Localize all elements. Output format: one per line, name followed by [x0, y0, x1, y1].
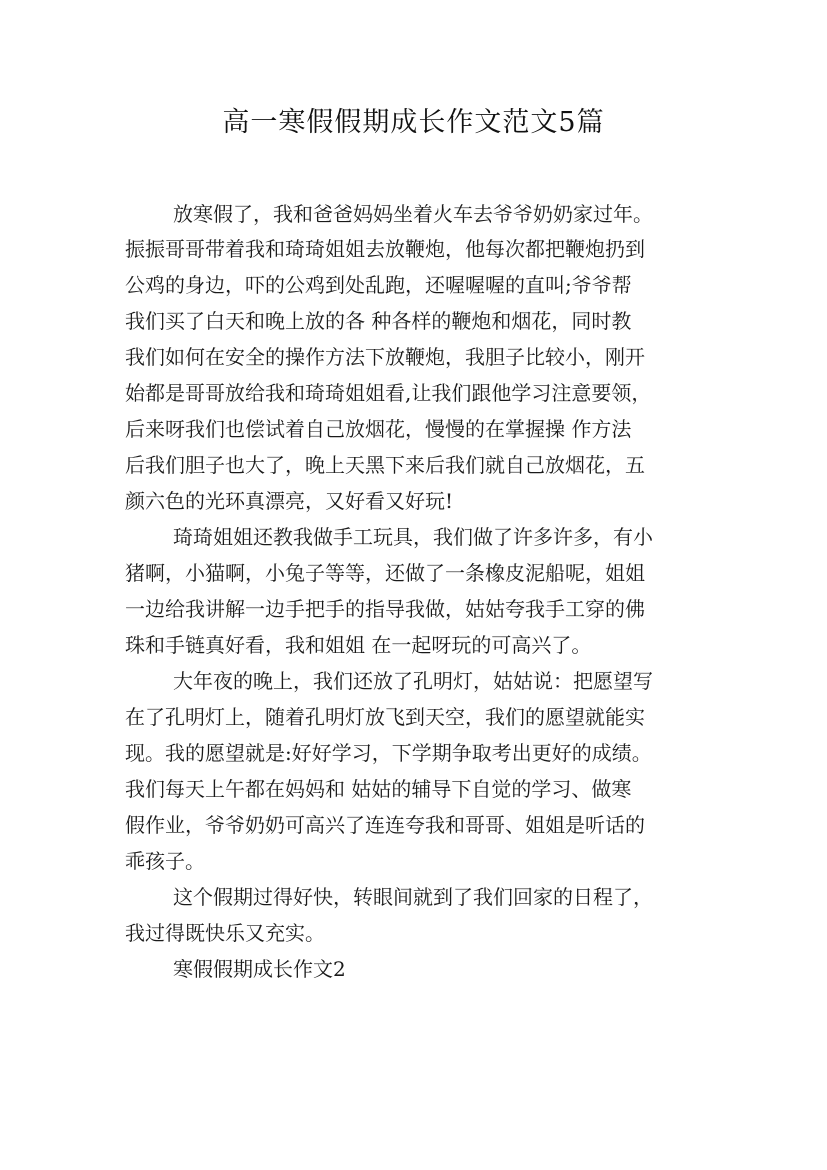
- paragraph-line: 现。我的愿望就是:好好学习，下学期争取考出更好的成绩。: [125, 741, 652, 765]
- section-heading: 寒假假期成长作文2: [173, 957, 346, 981]
- paragraph-line: 始都是哥哥放给我和琦琦姐姐看,让我们跟他学习注意要领，: [125, 381, 652, 405]
- paragraph-line: 后我们胆子也大了，晚上天黑下来后我们就自己放烟花，五: [125, 453, 645, 477]
- paragraph-line: 我们如何在安全的操作方法下放鞭炮，我胆子比较小，刚开: [125, 345, 645, 369]
- paragraph-line: 我们买了白天和晚上放的各 种各样的鞭炮和烟花，同时教: [125, 309, 632, 333]
- paragraph-line: 颜六色的光环真漂亮，又好看又好玩!: [125, 489, 454, 513]
- paragraph-line: 假作业，爷爷奶奶可高兴了连连夸我和哥哥、姐姐是听话的: [125, 813, 645, 837]
- paragraph-line: 我过得既快乐又充实。: [125, 921, 325, 945]
- paragraph-line: 振振哥哥带着我和琦琦姐姐去放鞭炮，他每次都把鞭炮扔到: [125, 237, 645, 261]
- page-title: 高一寒假假期成长作文范文5篇: [222, 107, 605, 138]
- paragraph-line: 公鸡的身边，吓的公鸡到处乱跑，还喔喔喔的直叫;爷爷帮: [125, 273, 632, 297]
- paragraph-line: 后来呀我们也偿试着自己放烟花，慢慢的在掌握操 作方法: [125, 417, 632, 441]
- paragraph-line: 乖孩子。: [125, 849, 205, 873]
- paragraph-line: 猪啊，小猫啊，小兔子等等，还做了一条橡皮泥船呢，姐姐: [125, 561, 645, 585]
- paragraph-line: 在了孔明灯上，随着孔明灯放飞到天空，我们的愿望就能实: [125, 705, 645, 729]
- paragraph-line: 我们每天上午都在妈妈和 姑姑的辅导下自觉的学习、做寒: [125, 777, 632, 801]
- paragraph-line: 琦琦姐姐还教我做手工玩具，我们做了许多许多，有小: [173, 525, 653, 549]
- paragraph-line: 一边给我讲解一边手把手的指导我做，姑姑夸我手工穿的佛: [125, 597, 645, 621]
- paragraph-line: 这个假期过得好快，转眼间就到了我们回家的日程了，: [173, 885, 653, 909]
- paragraph-line: 大年夜的晚上，我们还放了孔明灯，姑姑说：把愿望写: [173, 669, 653, 693]
- paragraph-line: 珠和手链真好看，我和姐姐 在一起呀玩的可高兴了。: [125, 633, 592, 657]
- paragraph-line: 放寒假了，我和爸爸妈妈坐着火车去爷爷奶奶家过年。: [173, 202, 653, 226]
